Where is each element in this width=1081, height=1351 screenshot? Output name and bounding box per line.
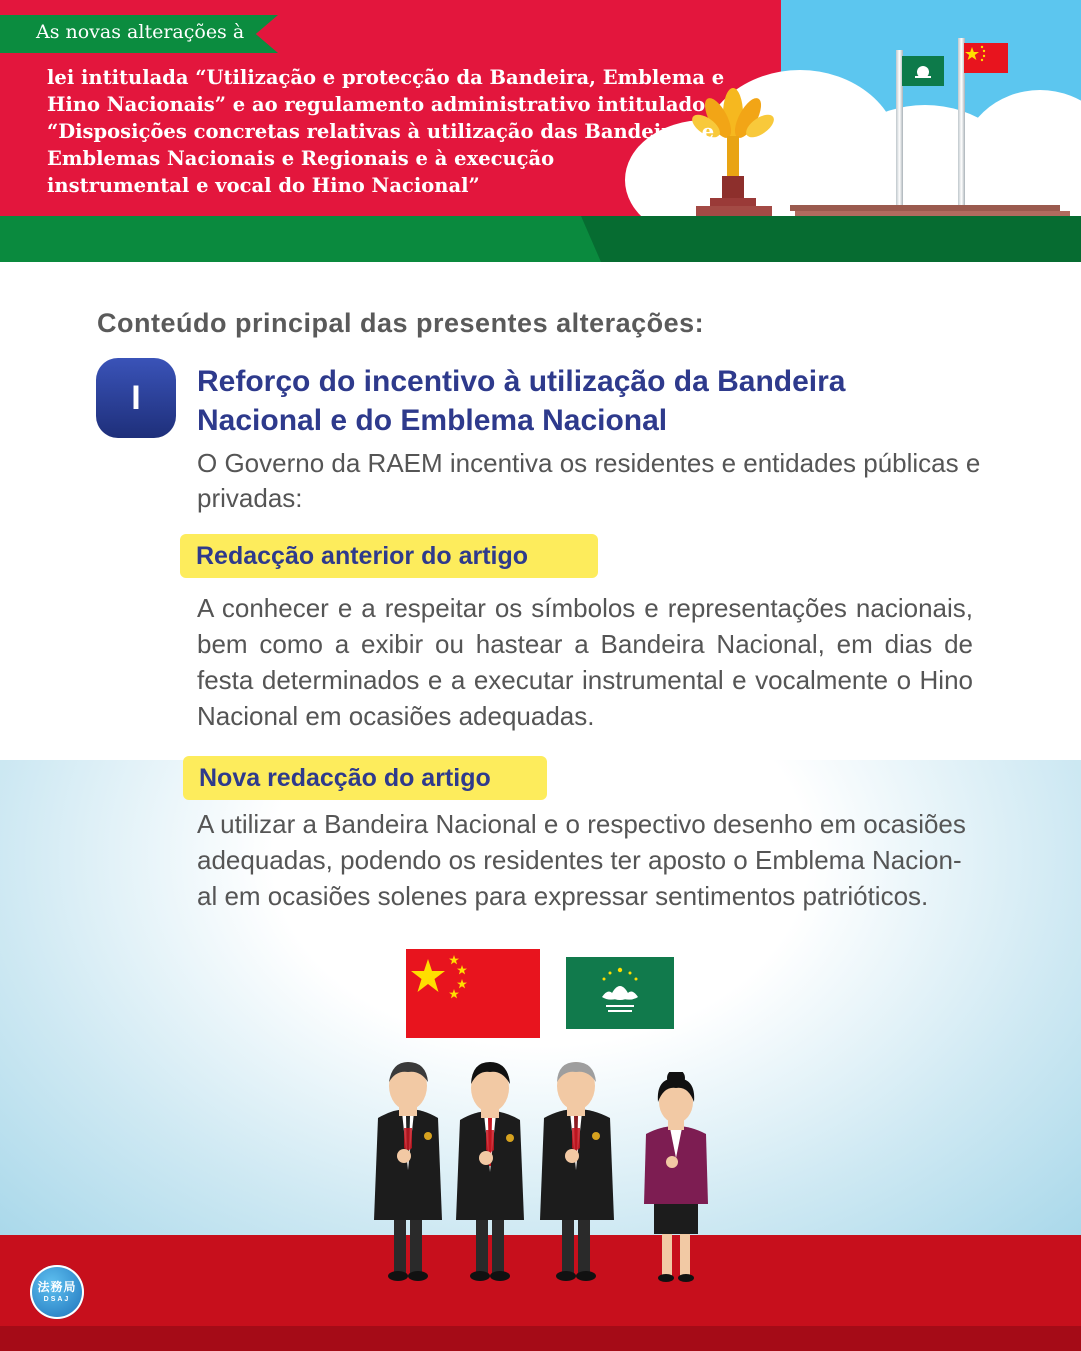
item-title: [197, 362, 1017, 440]
china-flag-icon: [964, 43, 1008, 73]
dsaj-logo: [30, 1265, 84, 1319]
woman-in-suit-icon: [638, 1072, 714, 1284]
previous-version-text: A conhecer e a respeitar os símbolos e representações nacionais, bem como a exibir ou hastear a Bandeira Nacional, em dias de festa determinados e a executar instrumental e vocalmente o Hino Nacional em ocasiões adequadas.: [197, 593, 973, 731]
item-number-badge: I: [96, 358, 176, 438]
new-version-line: al em ocasiões solenes para expressar sentimentos patrióticos.: [197, 881, 929, 911]
item-title-line: Reforço do incentivo à utilização da Bandeira: [197, 365, 846, 398]
logo-chinese-text: 法務局: [37, 1280, 77, 1294]
logo-latin-text: DSAJ: [43, 1296, 71, 1303]
item-title-line: Nacional e do Emblema Nacional: [197, 404, 668, 437]
macao-flag-icon: [902, 56, 944, 86]
header-title-line: Emblemas Nacionais e Regionais e à execução: [47, 147, 555, 170]
header-title-line: lei intitulada “Utilização e protecção da Bandeira, Emblema e: [47, 66, 725, 89]
green-band-dark: [581, 216, 1081, 262]
new-version-line: A utilizar a Bandeira Nacional e o respectivo desenho em ocasiões: [197, 809, 966, 839]
header-banner: [0, 0, 1081, 262]
new-version-line: adequadas, podendo os residentes ter aposto o Emblema Nacion-: [197, 845, 962, 875]
macao-flag-icon: [566, 957, 674, 1029]
header-title-line: instrumental e vocal do Hino Nacional”: [47, 174, 480, 197]
section-heading: Conteúdo principal das presentes alterações:: [97, 308, 705, 338]
man-in-suit-icon: [450, 1062, 530, 1282]
header-title-line: Hino Nacionais” e ao regulamento administrativo intitulado: [47, 93, 706, 116]
item-intro: O Governo da RAEM incentiva os residentes e entidades públicas e privadas:: [197, 448, 981, 513]
header-title: [47, 64, 727, 199]
man-in-suit-icon: [368, 1060, 448, 1282]
stage-edge: [0, 1326, 1081, 1351]
china-flag-icon: [406, 949, 540, 1038]
new-version-label: Nova redacção do artigo: [183, 756, 547, 800]
man-in-suit-icon: [534, 1060, 620, 1282]
previous-version-label: Redacção anterior do artigo: [180, 534, 598, 578]
new-version-text: [197, 806, 973, 914]
ribbon-text: As novas alterações à: [36, 21, 245, 43]
header-title-line: “Disposições concretas relativas à utilização das Bandeiras e: [47, 120, 715, 143]
